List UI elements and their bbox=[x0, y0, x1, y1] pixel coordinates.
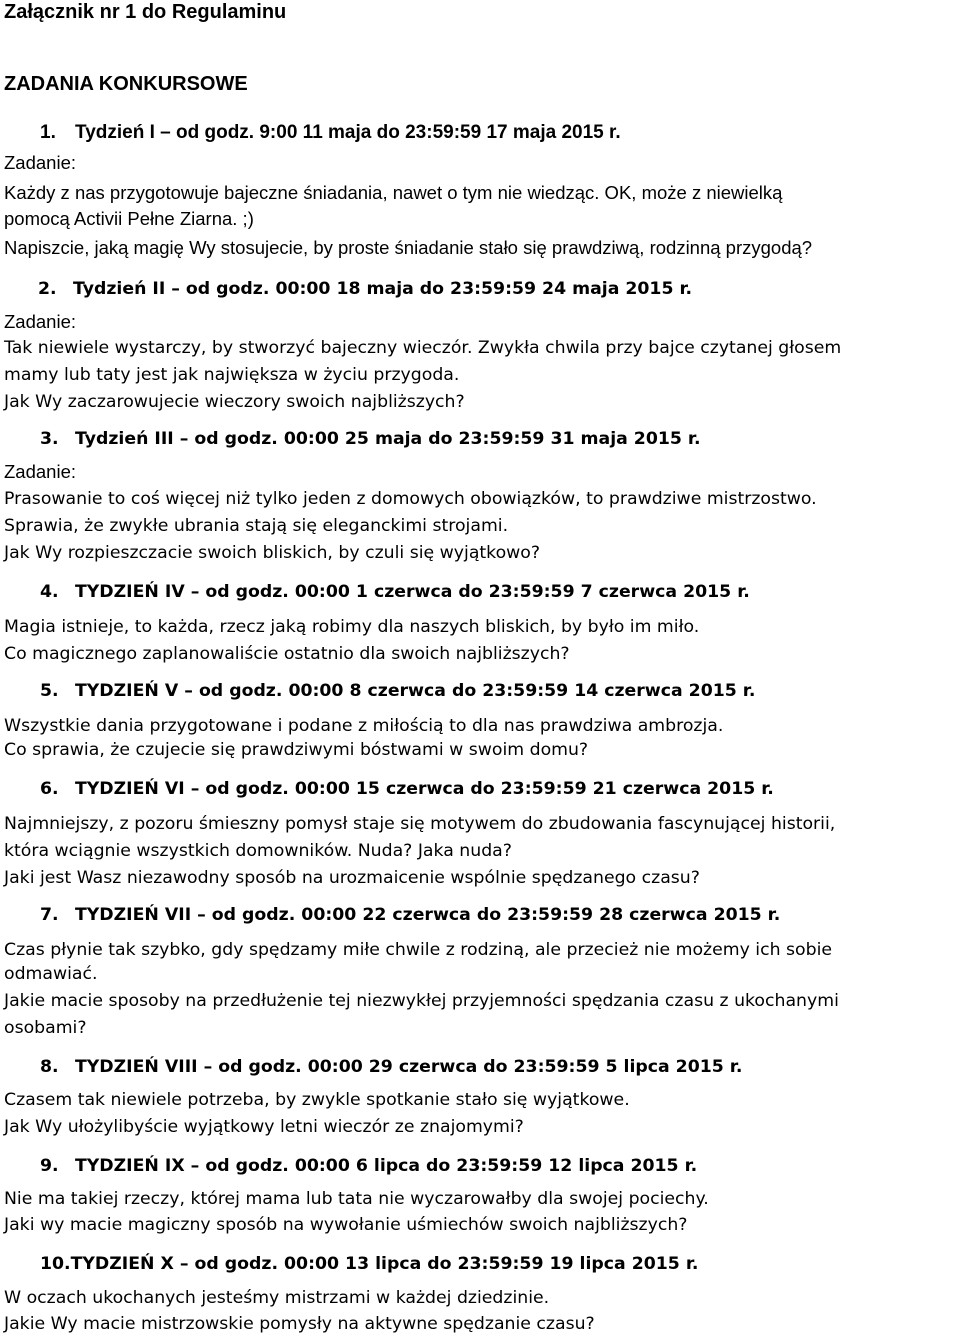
task-text-line: Jak Wy rozpieszczacie swoich bliskich, by czuli się wyjątkowo? bbox=[4, 543, 541, 563]
task-text-line: Napiszcie, jaką magię Wy stosujecie, by proste śniadanie stało się prawdziwą, rodzinną przygodą? bbox=[4, 237, 813, 258]
task-label: Zadanie: bbox=[4, 461, 76, 482]
week-heading-text: Tydzień II – od godz. 00:00 18 maja do 23:59:59 24 maja 2015 r. bbox=[73, 279, 693, 299]
week-number: 10. bbox=[40, 1254, 71, 1274]
task-text-line: Jaki jest Wasz niezawodny sposób na urozmaicenie wspólnie spędzanego czasu? bbox=[4, 868, 700, 888]
week-7-heading bbox=[4, 903, 780, 927]
week-heading-text: TYDZIEŃ X – od godz. 00:00 13 lipca do 23:59:59 19 lipca 2015 r. bbox=[70, 1254, 699, 1274]
week-number: 3. bbox=[40, 429, 59, 449]
week-heading-text: TYDZIEŃ VI – od godz. 00:00 15 czerwca do 23:59:59 21 czerwca 2015 r. bbox=[75, 779, 774, 799]
task-text-line: Prasowanie to coś więcej niż tylko jeden z domowych obowiązków, to prawdziwe mistrzostwo. bbox=[4, 489, 817, 509]
week-heading-text: TYDZIEŃ V – od godz. 00:00 8 czerwca do 23:59:59 14 czerwca 2015 r. bbox=[75, 681, 756, 701]
task-text-line: Sprawia, że zwykłe ubrania stają się eleganckimi strojami. bbox=[4, 516, 509, 536]
task-text-line: Jaki wy macie magiczny sposób na wywołanie uśmiechów swoich najbliższych? bbox=[4, 1215, 688, 1235]
week-heading-text: Tydzień III – od godz. 00:00 25 maja do 23:59:59 31 maja 2015 r. bbox=[75, 429, 701, 449]
task-text-line: odmawiać. bbox=[4, 964, 98, 984]
week-heading-text: Tydzień I – od godz. 9:00 11 maja do 23:59:59 17 maja 2015 r. bbox=[75, 122, 621, 143]
document-title: Załącznik nr 1 do Regulaminu bbox=[4, 1, 287, 23]
week-number: 9. bbox=[40, 1156, 59, 1176]
week-4-heading bbox=[4, 580, 750, 604]
week-1-heading bbox=[4, 121, 621, 145]
task-text-line: mamy lub taty jest jak największa w życiu przygoda. bbox=[4, 365, 460, 385]
task-text-line: Jakie Wy macie mistrzowskie pomysły na aktywne spędzanie czasu? bbox=[4, 1314, 595, 1334]
task-text-line: osobami? bbox=[4, 1018, 87, 1038]
task-text-line: Najmniejszy, z pozoru śmieszny pomysł staje się motywem do zbudowania fascynującej historii, bbox=[4, 814, 836, 834]
week-number: 4. bbox=[40, 582, 59, 602]
week-number: 1. bbox=[40, 122, 56, 143]
week-number: 8. bbox=[40, 1057, 59, 1077]
week-number: 7. bbox=[40, 905, 59, 925]
week-3-heading bbox=[4, 427, 701, 451]
task-text-line: Każdy z nas przygotowuje bajeczne śniadania, nawet o tym nie wiedząc. OK, może z niewielką bbox=[4, 182, 783, 203]
week-number: 2. bbox=[38, 279, 57, 299]
week-heading-text: TYDZIEŃ VII – od godz. 00:00 22 czerwca do 23:59:59 28 czerwca 2015 r. bbox=[75, 905, 781, 925]
week-2-heading bbox=[4, 277, 692, 301]
task-text-line: Tak niewiele wystarczy, by stworzyć bajeczny wieczór. Zwykła chwila przy bajce czytanej głosem bbox=[4, 338, 842, 358]
task-text-line: Jakie macie sposoby na przedłużenie tej niezwykłej przyjemności spędzania czasu z ukochanymi bbox=[4, 991, 839, 1011]
week-10-heading bbox=[4, 1252, 698, 1276]
week-heading-text: TYDZIEŃ VIII – od godz. 00:00 29 czerwca do 23:59:59 5 lipca 2015 r. bbox=[75, 1057, 743, 1077]
task-text-line: Czasem tak niewiele potrzeba, by zwykle spotkanie stało się wyjątkowe. bbox=[4, 1090, 630, 1110]
week-6-heading bbox=[4, 777, 774, 801]
task-text-line: Czas płynie tak szybko, gdy spędzamy miłe chwile z rodziną, ale przecież nie możemy ich sobie bbox=[4, 940, 833, 960]
task-text-line: Jak Wy zaczarowujecie wieczory swoich najbliższych? bbox=[4, 392, 465, 412]
task-text-line: pomocą Activii Pełne Ziarna. ;) bbox=[4, 208, 254, 229]
task-text-line: Co sprawia, że czujecie się prawdziwymi bóstwami w swoim domu? bbox=[4, 740, 589, 760]
task-text-line: Magia istnieje, to każda, rzecz jaką robimy dla naszych bliskich, by było im miło. bbox=[4, 617, 700, 637]
week-heading-text: TYDZIEŃ IV – od godz. 00:00 1 czerwca do 23:59:59 7 czerwca 2015 r. bbox=[75, 582, 750, 602]
week-heading-text: TYDZIEŃ IX – od godz. 00:00 6 lipca do 23:59:59 12 lipca 2015 r. bbox=[75, 1156, 698, 1176]
section-heading: ZADANIA KONKURSOWE bbox=[4, 73, 248, 95]
week-number: 5. bbox=[40, 681, 59, 701]
week-8-heading bbox=[4, 1055, 742, 1079]
task-text-line: Nie ma takiej rzeczy, której mama lub tata nie wyczarowałby dla swojej pociechy. bbox=[4, 1189, 709, 1209]
task-text-line: Wszystkie dania przygotowane i podane z miłością to dla nas prawdziwa ambrozja. bbox=[4, 716, 724, 736]
week-number: 6. bbox=[40, 779, 59, 799]
task-label: Zadanie: bbox=[4, 152, 76, 173]
week-5-heading bbox=[4, 679, 755, 703]
task-text-line: Jak Wy ułożylibyście wyjątkowy letni wieczór ze znajomymi? bbox=[4, 1117, 524, 1137]
task-text-line: Co magicznego zaplanowaliście ostatnio dla swoich najbliższych? bbox=[4, 644, 570, 664]
week-9-heading bbox=[4, 1154, 697, 1178]
task-text-line: W oczach ukochanych jesteśmy mistrzami w każdej dziedzinie. bbox=[4, 1288, 550, 1308]
task-label: Zadanie: bbox=[4, 311, 76, 332]
task-text-line: która wciągnie wszystkich domowników. Nuda? Jaka nuda? bbox=[4, 841, 512, 861]
